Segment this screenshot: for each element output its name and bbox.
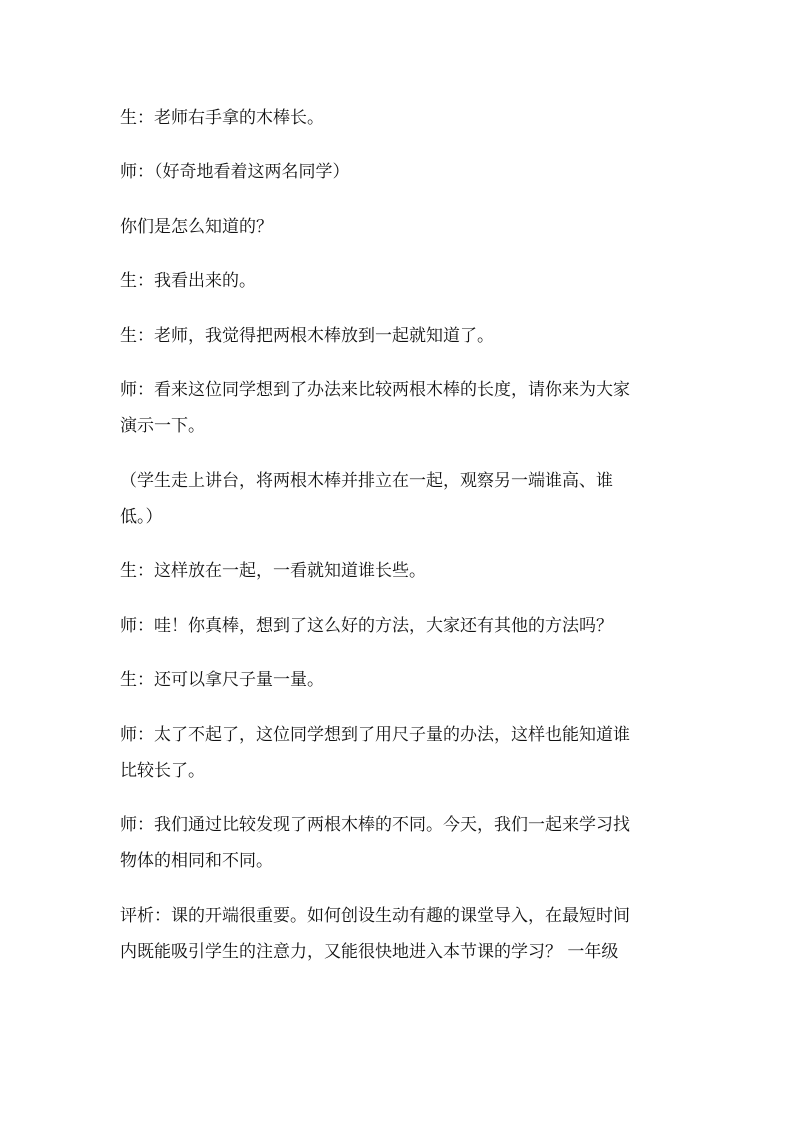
paragraph-line: 生：还可以拿尺子量一量。 <box>120 670 324 690</box>
paragraph-10 <box>120 662 680 698</box>
paragraph-line: 低。） <box>120 507 163 527</box>
paragraph-line: 生：老师右手拿的木棒长。 <box>120 108 324 128</box>
paragraph-line: 生：这样放在一起，一看就知道谁长些。 <box>120 561 426 581</box>
paragraph-line: 内既能吸引学生的注意力，又能很快地进入本节课的学习？ 一年级 <box>120 942 619 962</box>
paragraph-13 <box>120 898 680 970</box>
paragraph-5 <box>120 318 680 354</box>
paragraph-line: 师：（好奇地看着这两名同学） <box>120 162 350 182</box>
paragraph-7 <box>120 463 680 535</box>
paragraph-line: 评析：课的开端很重要。如何创设生动有趣的课堂导入，在最短时间 <box>120 906 630 926</box>
paragraph-line: 比较长了。 <box>120 761 205 781</box>
paragraph-9 <box>120 608 680 644</box>
paragraph-line: 生：我看出来的。 <box>120 271 256 291</box>
paragraph-1 <box>120 100 680 136</box>
paragraph-line: 师：太了不起了，这位同学想到了用尺子量的办法，这样也能知道谁 <box>120 725 630 745</box>
paragraph-6 <box>120 372 680 444</box>
paragraph-8 <box>120 553 680 589</box>
paragraph-line: 生：老师，我觉得把两根木棒放到一起就知道了。 <box>120 326 494 346</box>
paragraph-line: 师：看来这位同学想到了办法来比较两根木棒的长度，请你来为大家 <box>120 380 630 400</box>
paragraph-2 <box>120 154 680 190</box>
paragraph-4 <box>120 263 680 299</box>
paragraph-line: （学生走上讲台，将两根木棒并排立在一起，观察另一端谁高、谁 <box>120 471 613 491</box>
paragraph-3 <box>120 209 680 245</box>
paragraph-12 <box>120 807 680 879</box>
paragraph-line: 师：我们通过比较发现了两根木棒的不同。今天，我们一起来学习找 <box>120 815 630 835</box>
paragraph-line: 师：哇！你真棒，想到了这么好的方法，大家还有其他的方法吗？ <box>120 616 613 636</box>
paragraph-line: 演示一下。 <box>120 416 205 436</box>
paragraph-line: 物体的相同和不同。 <box>120 851 273 871</box>
paragraph-line: 你们是怎么知道的？ <box>120 217 273 237</box>
paragraph-11 <box>120 717 680 789</box>
